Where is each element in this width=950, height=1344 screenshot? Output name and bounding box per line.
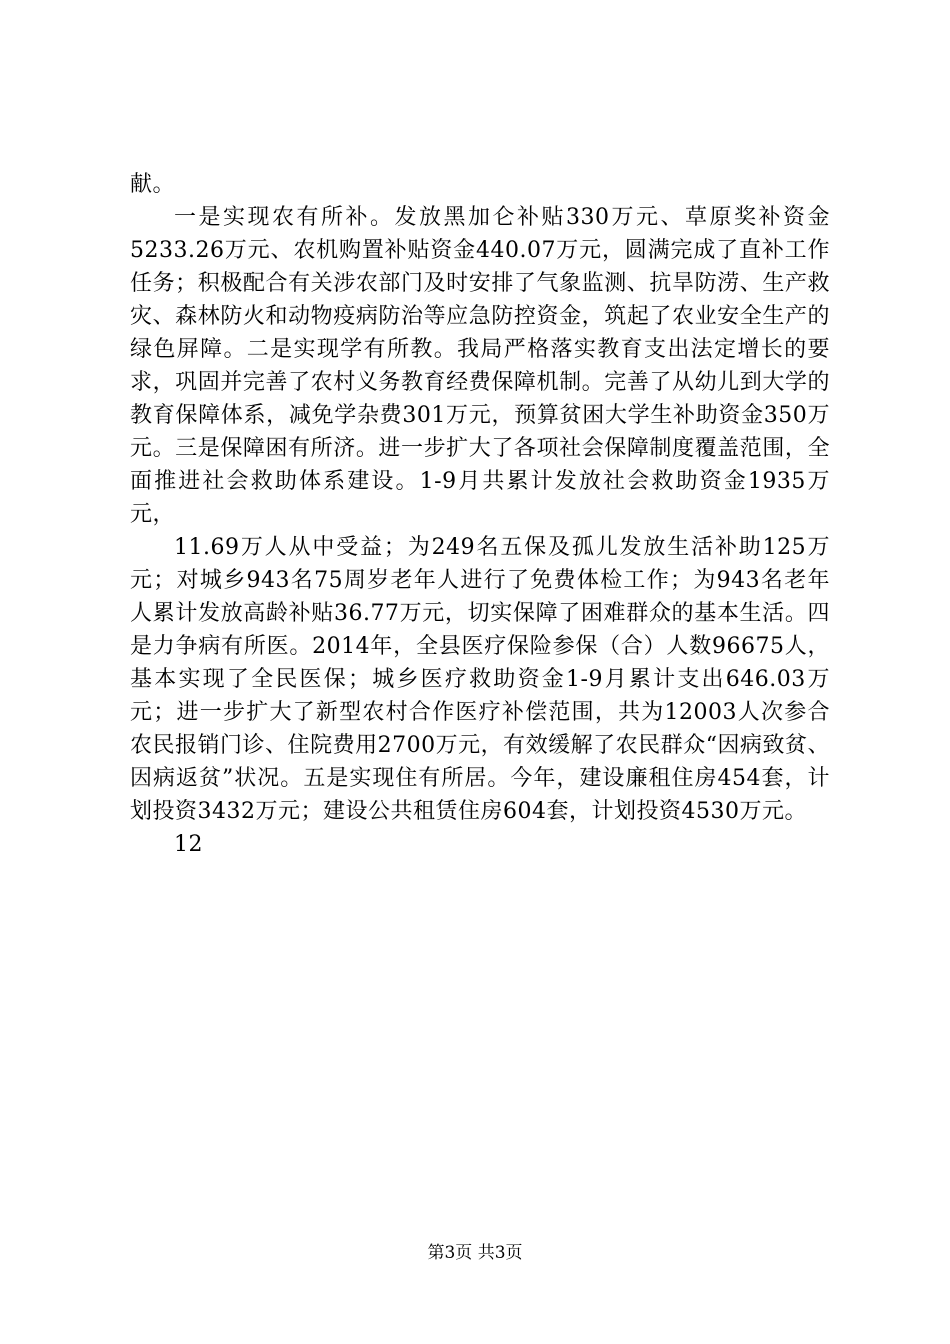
document-body xyxy=(130,168,830,861)
page-footer: 第3页 共3页 xyxy=(427,1243,523,1263)
paragraph-subsidies-education-relief: 一是实现农有所补。发放黑加仑补贴330万元、草原奖补资金5233.26万元、农机购置补贴资金440.07万元，圆满完成了直补工作任务；积极配合有关涉农部门及时安排了气象监测、抗旱防涝、生产救灾、森林防火和动物疫病防治等应急防控资金，筑起了农业安全生产的绿色屏障。二是实现学有所教。我局严格落实教育支出法定增长的要求，巩固并完善了农村义务教育经费保障机制。完善了从幼儿到大学的教育保障体系，减免学杂费301万元，预算贫困大学生补助资金350万元。三是保障困有所济。进一步扩大了各项社会保障制度覆盖范围，全面推进社会救助体系建设。1-9月共累计发放社会救助资金1935万元， xyxy=(130,205,830,527)
paragraph-medical-housing: 11.69万人从中受益；为249名五保及孤儿发放生活补助125万元；对城乡943名75周岁老年人进行了免费体检工作；为943名老年人累计发放高龄补贴36.77万元，切实保障了困难群众的基本生活。四是力争病有所医。2014年，全县医疗保险参保（合）人数96675人，基本实现了全民医保；城乡医疗救助资金1-9月累计支出646.03万元；进一步扩大了新型农村合作医疗补偿范围，共为12003人次参合农民报销门诊、住院费用2700万元，有效缓解了农民群众“因病致贫、因病返贫”状况。五是实现住有所居。今年，建设廉租住房454套，计划投资3432万元；建设公共租赁住房604套，计划投资4530万元。 xyxy=(130,535,830,824)
paragraph-fragment: 12 xyxy=(174,832,203,857)
paragraph-continuation: 献。 xyxy=(130,172,176,197)
